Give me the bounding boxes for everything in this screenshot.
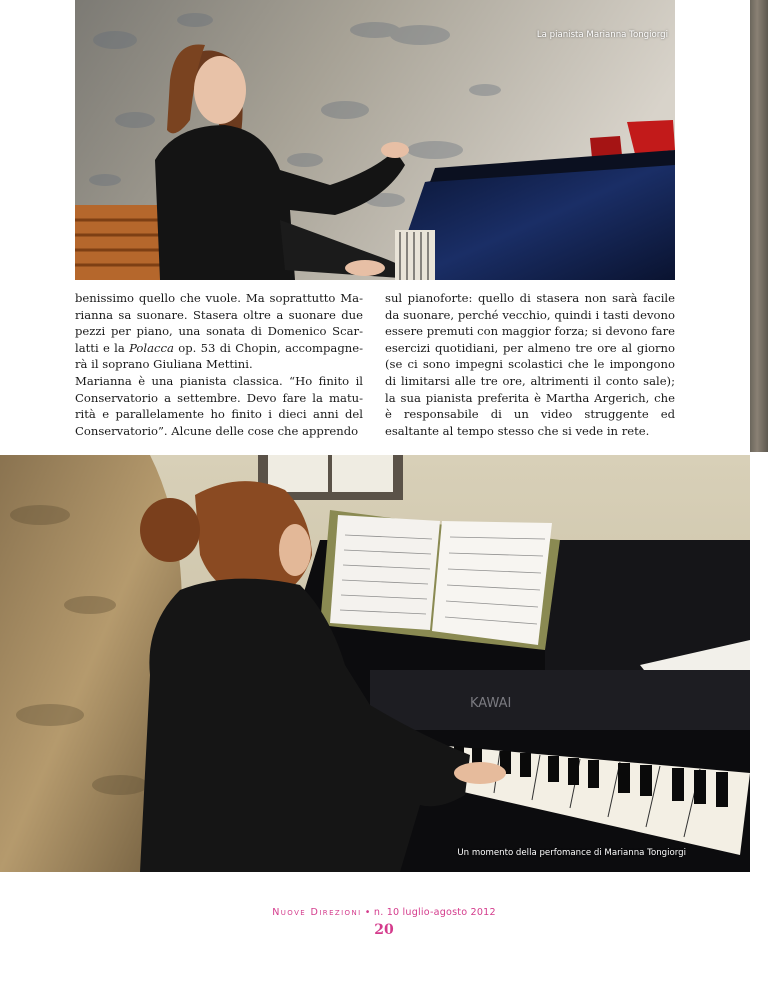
photo-pianist-portrait-image [75, 0, 675, 280]
photo-pianist-performance-image [0, 455, 750, 872]
article-column-left [75, 290, 363, 439]
adjacent-page-edge [750, 0, 768, 452]
page-number: 20 [374, 922, 394, 938]
article-text-italic: Polacca [129, 340, 174, 355]
article-column-right [385, 290, 675, 439]
magazine-brand: Nuove Direzioni [272, 907, 362, 918]
photo-pianist-portrait [75, 0, 675, 280]
photo-bottom-caption: Un momento della perfomance di Marianna Tongiorgi [457, 848, 686, 858]
photo-top-caption: La pianista Marianna Tongiorgi [536, 30, 668, 40]
issue-info: • n. 10 luglio-agosto 2012 [361, 907, 496, 918]
article-paragraph: sul pianoforte: quello di stasera non sarà facile da suonare, perché vecchio, quindi i tasti devono essere premuti con maggior forza; si devono fare esercizi quotidiani, per almeno tre ore al giorno (se ci sono impegni scolastici che le impongono di limitarsi alle tre ore, altrimenti il conto sale); la sua pianista preferita è Martha Argerich, che è responsabile di un video struggente ed esaltante al tempo stesso che si vede in rete. [385, 291, 675, 438]
article-text: op. 53 di Chopin, accompagne-rà il soprano Giuliana Mettini. [75, 340, 363, 372]
article-text: benissimo quello che vuole. Ma soprattutto Ma-rianna sa suonare. Stasera oltre a suonare due pezzi per piano, una sonata di Domenico Scar-latti e la [75, 291, 363, 355]
piano-brand-logo: KAWAI [470, 696, 512, 711]
photo-pianist-performance [0, 455, 750, 872]
magazine-footer [0, 907, 768, 918]
article-paragraph: Marianna è una pianista classica. “Ho finito il Conservatorio a settembre. Devo fare la matu-rità e parallelamente ho finito i dieci anni del Conservatorio”. Alcune delle cose che apprendo [75, 373, 363, 438]
article-paragraph [75, 290, 363, 373]
